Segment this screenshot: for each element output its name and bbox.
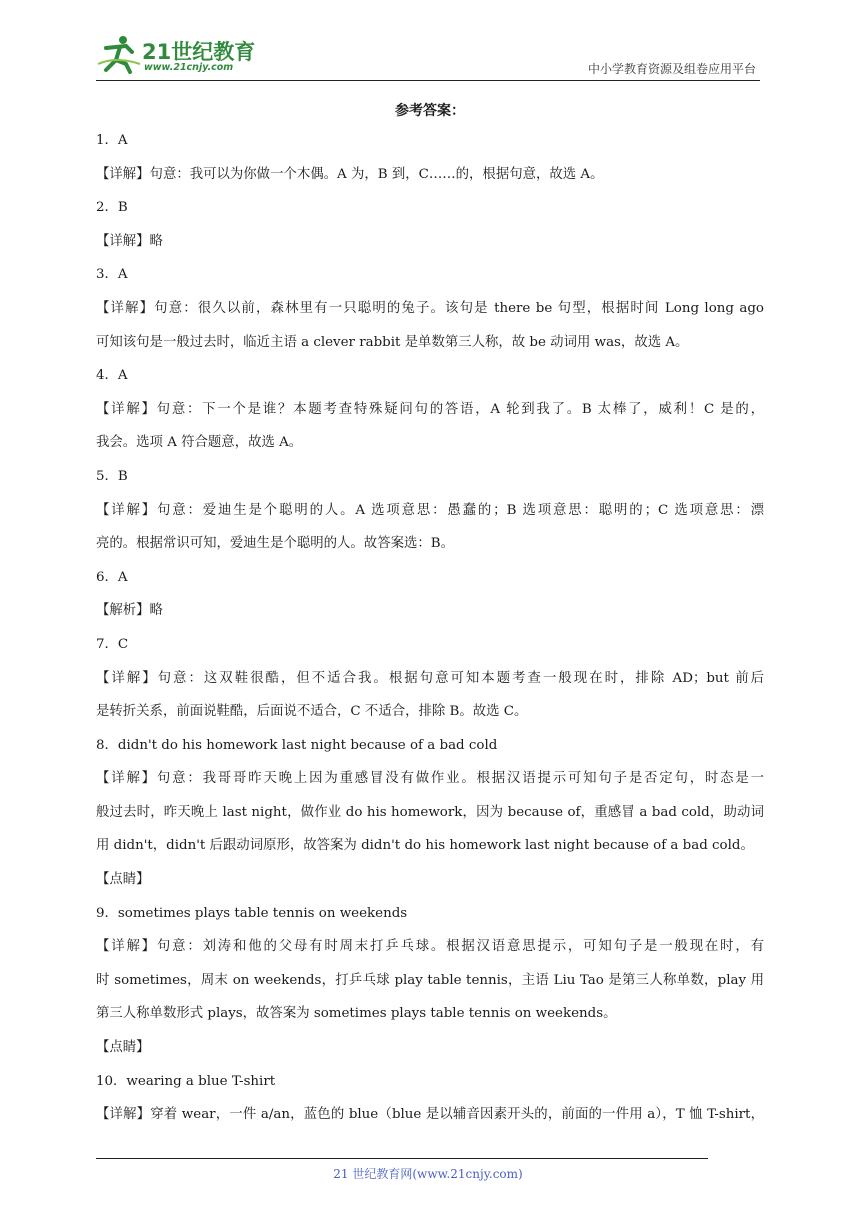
runner-logo-icon: [96, 34, 142, 74]
answer-line: 【详解】句意：我可以为你做一个木偶。A 为，B 到，C……的，根据句意，故选 A。: [96, 166, 604, 182]
answer-content: [96, 124, 764, 1132]
answer-line: 6．A: [96, 569, 128, 585]
answer-line: 10．wearing a blue T-shirt: [96, 1073, 276, 1089]
answer-line: 【详解】句意：下一个是谁？本题考查特殊疑问句的答语，A 轮到我了。B 太棒了，威利！C 是的，: [96, 401, 764, 417]
answer-line: 是转折关系，前面说鞋酷，后面说不适合，C 不适合，排除 B。故选 C。: [96, 704, 528, 720]
answer-line: 【详解】句意：很久以前，森林里有一只聪明的兔子。该句是 there be 句型，根据时间 Long long ago: [96, 300, 764, 316]
logo-url: www.21cnjy.com: [144, 62, 234, 73]
answer-line: 7．C: [96, 636, 129, 652]
answer-line: 【点睛】: [96, 872, 150, 888]
answer-line: 【解析】略: [96, 603, 163, 619]
answer-line: 可知该句是一般过去时，临近主语 a clever rabbit 是单数第三人称，故 be 动词用 was，故选 A。: [96, 334, 689, 350]
page-footer: 21 世纪教育网(www.21cnjy.com): [333, 1167, 523, 1181]
answer-line: 我会。选项 A 符合题意，故选 A。: [96, 435, 303, 451]
answer-line: 9．sometimes plays table tennis on weekends: [96, 905, 408, 921]
answer-line: 【详解】句意：我哥哥昨天晚上因为重感冒没有做作业。根据汉语提示可知句子是否定句，时态是一: [96, 771, 764, 787]
answer-line: 【详解】穿着 wear，一件 a/an，蓝色的 blue（blue 是以辅音因素开头的，前面的一件用 a），T 恤 T-shirt，: [96, 1107, 764, 1123]
answer-line: 8．didn't do his homework last night because of a bad cold: [96, 737, 498, 753]
answer-line: 【详解】略: [96, 233, 163, 249]
answer-line: 用 didn't，didn't 后跟动词原形，故答案为 didn't do his homework last night because of a bad cold。: [96, 838, 754, 854]
answer-line: 般过去时，昨天晚上 last night，做作业 do his homework，因为 because of，重感冒 a bad cold，助动词: [96, 804, 764, 820]
platform-name: 中小学教育资源及组卷应用平台: [587, 62, 756, 76]
answer-line: 【详解】句意：这双鞋很酷，但不适合我。根据句意可知本题考查一般现在时，排除 AD；but 前后: [96, 670, 764, 686]
answer-line: 3．A: [96, 267, 128, 283]
footer-divider: [96, 1158, 708, 1159]
logo-text: 21世纪教育: [142, 40, 256, 64]
answer-line: 时 sometimes，周末 on weekends，打乒乓球 play table tennis，主语 Liu Tao 是第三人称单数，play 用: [96, 972, 764, 988]
answer-line: 【详解】句意：爱迪生是个聪明的人。A 选项意思：愚蠢的；B 选项意思：聪明的；C 选项意思：漂: [96, 502, 764, 518]
answer-line: 4．A: [96, 368, 128, 384]
answer-line: 【点睛】: [96, 1040, 150, 1056]
page-header: [96, 30, 760, 81]
answer-line: 【详解】句意：刘涛和他的父母有时周末打乒乓球。根据汉语意思提示，可知句子是一般现在时，有: [96, 939, 764, 955]
answer-line: 2．B: [96, 200, 128, 216]
answer-line: 亮的。根据常识可知，爱迪生是个聪明的人。故答案选：B。: [96, 536, 454, 552]
answer-line: 5．B: [96, 468, 128, 484]
answer-line: 第三人称单数形式 plays，故答案为 sometimes plays table tennis on weekends。: [96, 1006, 617, 1022]
page-title: 参考答案：: [395, 103, 465, 119]
answer-line: 1．A: [96, 133, 128, 148]
site-logo: [96, 34, 266, 76]
